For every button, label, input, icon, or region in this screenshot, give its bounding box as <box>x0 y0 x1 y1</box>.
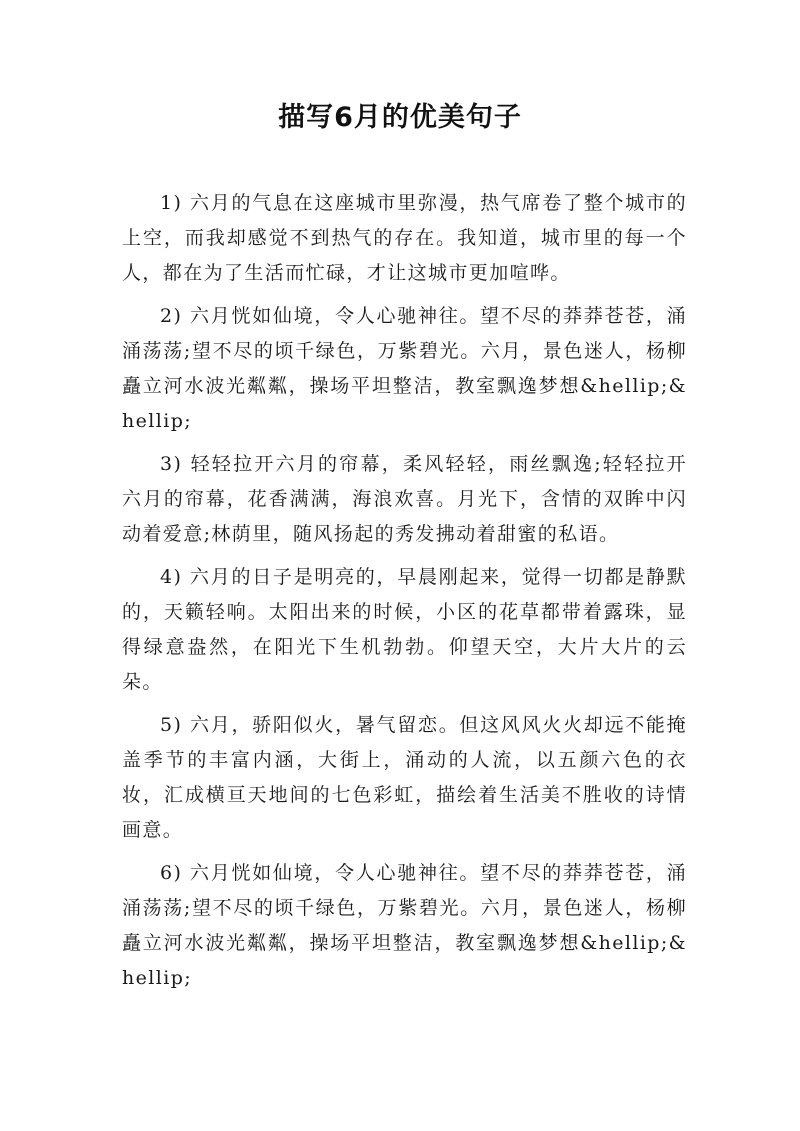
paragraph-2: 2) 六月恍如仙境，令人心驰神往。望不尽的莽莽苍苍，涌涌荡荡;望不尽的顷千绿色，万紫碧光。六月，景色迷人，杨柳矗立河水波光粼粼，操场平坦整洁，教室飘逸梦想&hellip;&hellip; <box>122 305 687 432</box>
paragraph-5: 5) 六月，骄阳似火，暑气留恋。但这风风火火却远不能掩盖季节的丰富内涵，大街上，涌动的人流，以五颜六色的衣妆，汇成横亘天地间的七色彩虹，描绘着生活美不胜收的诗情画意。 <box>122 714 687 841</box>
document-title: 描写6月的优美句子 <box>278 102 522 133</box>
paragraph-3: 3) 轻轻拉开六月的帘幕，柔风轻轻，雨丝飘逸;轻轻拉开六月的帘幕，花香满满，海浪欢喜。月光下，含情的双眸中闪动着爱意;林荫里，随风扬起的秀发拂动着甜蜜的私语。 <box>122 453 687 545</box>
paragraph-4: 4) 六月的日子是明亮的，早晨刚起来，觉得一切都是静默的，天籁轻响。太阳出来的时候，小区的花草都带着露珠，显得绿意盎然，在阳光下生机勃勃。仰望天空，大片大片的云朵。 <box>122 566 687 693</box>
document-body <box>122 186 687 1004</box>
paragraph-6: 6) 六月恍如仙境，令人心驰神往。望不尽的莽莽苍苍，涌涌荡荡;望不尽的顷千绿色，万紫碧光。六月，景色迷人，杨柳矗立河水波光粼粼，操场平坦整洁，教室飘逸梦想&hellip;&hellip; <box>122 862 687 989</box>
paragraph-1: 1) 六月的气息在这座城市里弥漫，热气席卷了整个城市的上空，而我却感觉不到热气的存在。我知道，城市里的每一个人，都在为了生活而忙碌，才让这城市更加喧哗。 <box>122 192 687 284</box>
